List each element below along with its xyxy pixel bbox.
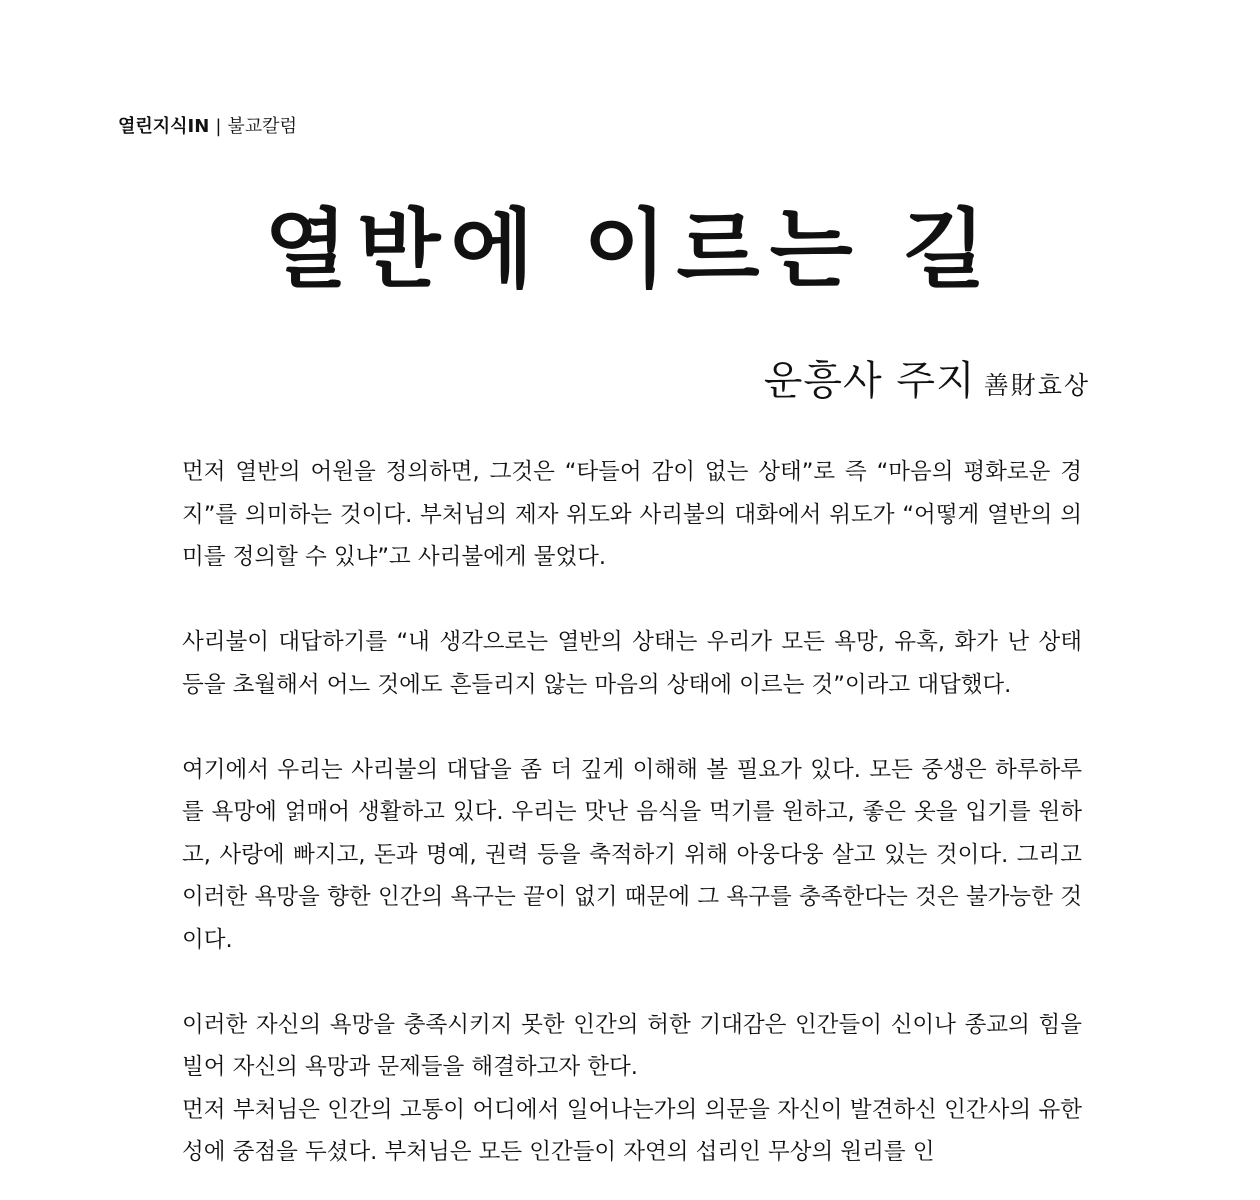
paragraph-5: 먼저 부처님은 인간의 고통이 어디에서 일어나는가의 의문을 자신이 발견하신 인간사의 유한성에 중점을 두셨다. 부처님은 모든 인간들이 자연의 섭리인 무상의 원리를 인 [182, 1096, 1082, 1165]
author-role: 운흥사 주지 [763, 358, 976, 404]
author-name: 善財효상 [983, 371, 1090, 400]
article-body [182, 451, 1082, 1174]
column-category: 불교칼럼 [227, 116, 297, 137]
paragraph-1: 먼저 열반의 어원을 정의하면, 그것은 “타들어 감이 없는 상태”로 즉 “마음의 평화로운 경지”를 의미하는 것이다. 부처님의 제자 위도와 사리불의 대화에서 위도가 “어떻게 열반의 의미를 정의할 수 있냐”고 사리불에게 물었다. [182, 459, 1082, 570]
paragraph-4: 이러한 자신의 욕망을 충족시키지 못한 인간의 허한 기대감은 인간들이 신이나 종교의 힘을 빌어 자신의 욕망과 문제들을 해결하고자 한다. [182, 1011, 1082, 1080]
author-byline [764, 353, 1090, 417]
paragraph-2: 사리불이 대답하기를 “내 생각으로는 열반의 상태는 우리가 모든 욕망, 유혹, 화가 난 상태 등을 초월해서 어느 것에도 흔들리지 않는 마음의 상태에 이르는 것”이라고 대답했다. [182, 629, 1082, 698]
article-title: 열반에 이르는 길 [264, 200, 996, 300]
column-header [118, 113, 297, 141]
header-separator: | [215, 116, 222, 137]
publication-brand: 열린지식IN [118, 116, 210, 137]
paragraph-3: 여기에서 우리는 사리불의 대답을 좀 더 깊게 이해해 볼 필요가 있다. 모든 중생은 하루하루를 욕망에 얽매어 생활하고 있다. 우리는 맛난 음식을 먹기를 원하고, 좋은 옷을 입기를 원하고, 사랑에 빠지고, 돈과 명예, 권력 등을 축적하기 위해 아웅다웅 살고 있는 것이다. 그리고 이러한 욕망을 향한 인간의 욕구는 끝이 없기 때문에 그 욕구를 충족한다는 것은 불가능한 것이다. [182, 756, 1082, 953]
